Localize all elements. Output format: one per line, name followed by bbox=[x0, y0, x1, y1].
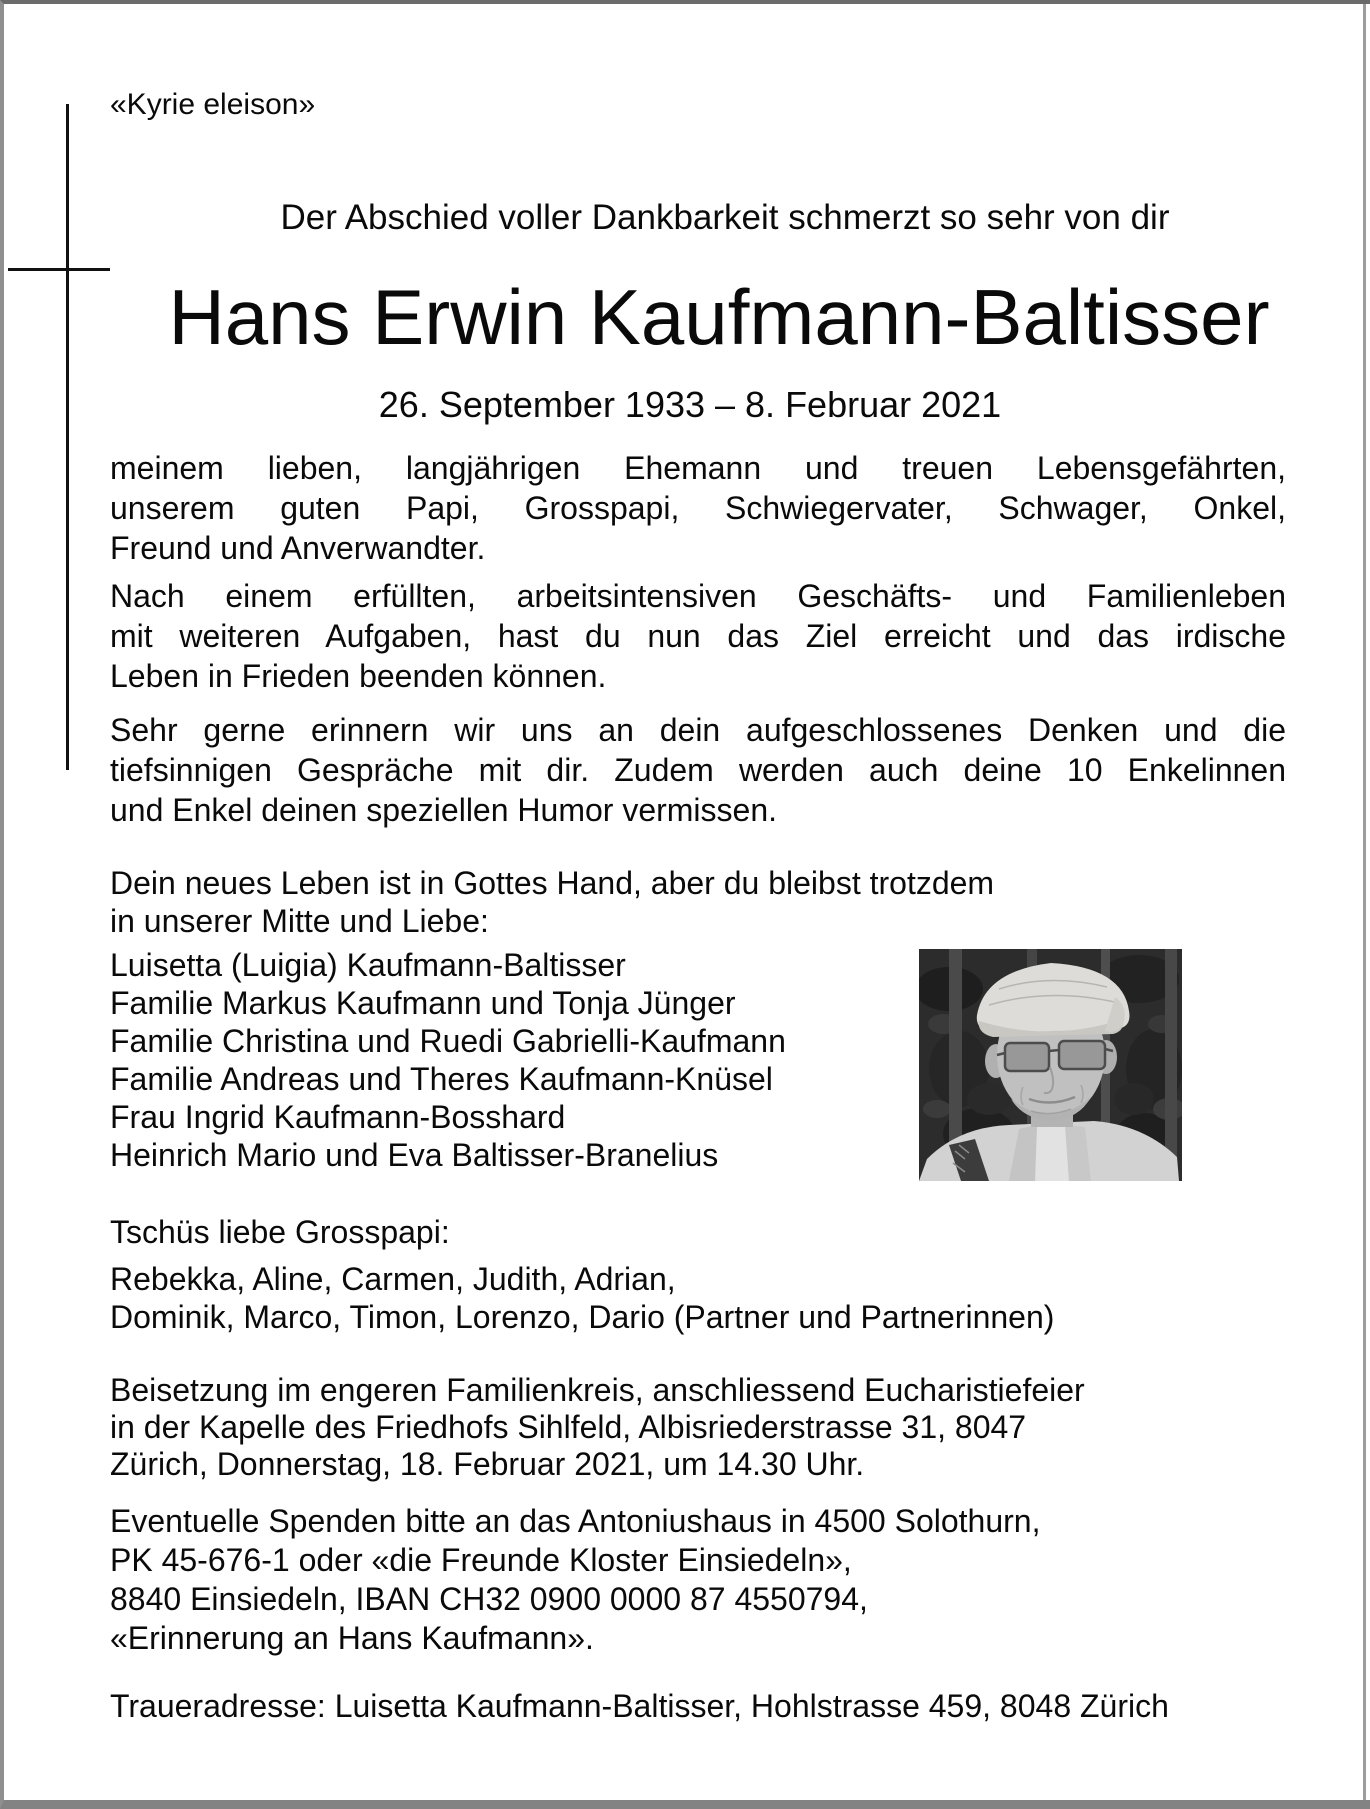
paragraph-memory bbox=[110, 710, 1286, 830]
paragraph-blessing bbox=[110, 864, 994, 940]
text-line: Rebekka, Aline, Carmen, Judith, Adrian, bbox=[110, 1261, 676, 1297]
text-line: Zürich, Donnerstag, 18. Februar 2021, um 14.30 Uhr. bbox=[110, 1446, 865, 1482]
text-line: Leben in Frieden beenden können. bbox=[110, 658, 607, 694]
text-line: Nach einem erfüllten, arbeitsintensiven Geschäfts- und Familienleben bbox=[110, 578, 1286, 614]
religious-quote: «Kyrie eleison» bbox=[110, 88, 316, 121]
paragraph-dedication bbox=[110, 448, 1286, 568]
life-dates: 26. September 1933 – 8. Februar 2021 bbox=[378, 384, 1002, 425]
deceased-name-title: Hans Erwin Kaufmann-Baltisser bbox=[168, 273, 1270, 361]
funeral-details bbox=[110, 1372, 1085, 1483]
donation-details bbox=[110, 1502, 1040, 1658]
text-line: «Erinnerung an Hans Kaufmann». bbox=[110, 1620, 594, 1656]
text-line: mit weiteren Aufgaben, hast du nun das Ziel erreicht und das irdische bbox=[110, 618, 1286, 654]
text-line: Frau Ingrid Kaufmann-Bosshard bbox=[110, 1099, 566, 1135]
mourning-address: Traueradresse: Luisetta Kaufmann-Baltisser, Hohlstrasse 459, 8048 Zürich bbox=[110, 1688, 1169, 1724]
text-line: Familie Andreas und Theres Kaufmann-Knüsel bbox=[110, 1061, 773, 1097]
text-line: Luisetta (Luigia) Kaufmann-Baltisser bbox=[110, 947, 626, 983]
text-line: Sehr gerne erinnern wir uns an dein aufgeschlossenes Denken und die bbox=[110, 712, 1286, 748]
family-members-list bbox=[110, 946, 786, 1174]
portrait-photo-graphic bbox=[919, 949, 1182, 1181]
text-line: PK 45-676-1 oder «die Freunde Kloster Einsiedeln», bbox=[110, 1542, 852, 1578]
portrait-photo bbox=[919, 949, 1182, 1181]
paragraph-life bbox=[110, 576, 1286, 696]
text-line: Freund und Anverwandter. bbox=[110, 530, 486, 566]
text-line: Eventuelle Spenden bitte an das Antoniushaus in 4500 Solothurn, bbox=[110, 1503, 1041, 1539]
text-line: Dein neues Leben ist in Gottes Hand, aber du bleibst trotzdem bbox=[110, 865, 995, 901]
text-line: Beisetzung im engeren Familienkreis, anschliessend Eucharistiefeier bbox=[110, 1372, 1085, 1408]
farewell-heading: Tschüs liebe Grosspapi: bbox=[110, 1214, 450, 1250]
text-line: Familie Christina und Ruedi Gabrielli-Kaufmann bbox=[110, 1023, 786, 1059]
grandchildren-list bbox=[110, 1260, 1054, 1336]
text-line: in unserer Mitte und Liebe: bbox=[110, 903, 489, 939]
text-line: und Enkel deinen speziellen Humor vermissen. bbox=[110, 792, 778, 828]
text-line: unserem guten Papi, Grosspapi, Schwiegervater, Schwager, Onkel, bbox=[110, 490, 1286, 526]
text-line: meinem lieben, langjährigen Ehemann und treuen Lebensgefährten, bbox=[110, 450, 1286, 486]
text-line: tiefsinnigen Gespräche mit dir. Zudem werden auch deine 10 Enkelinnen bbox=[110, 752, 1286, 788]
text-line: Familie Markus Kaufmann und Tonja Jünger bbox=[110, 985, 736, 1021]
intro-line: Der Abschied voller Dankbarkeit schmerzt so sehr von dir bbox=[280, 198, 1170, 237]
text-line: in der Kapelle des Friedhofs Sihlfeld, Albisriederstrasse 31, 8047 bbox=[110, 1409, 1027, 1445]
text-line: 8840 Einsiedeln, IBAN CH32 0900 0000 87 4550794, bbox=[110, 1581, 868, 1617]
text-line: Dominik, Marco, Timon, Lorenzo, Dario (Partner und Partnerinnen) bbox=[110, 1299, 1055, 1335]
text-line: Heinrich Mario und Eva Baltisser-Branelius bbox=[110, 1137, 719, 1173]
